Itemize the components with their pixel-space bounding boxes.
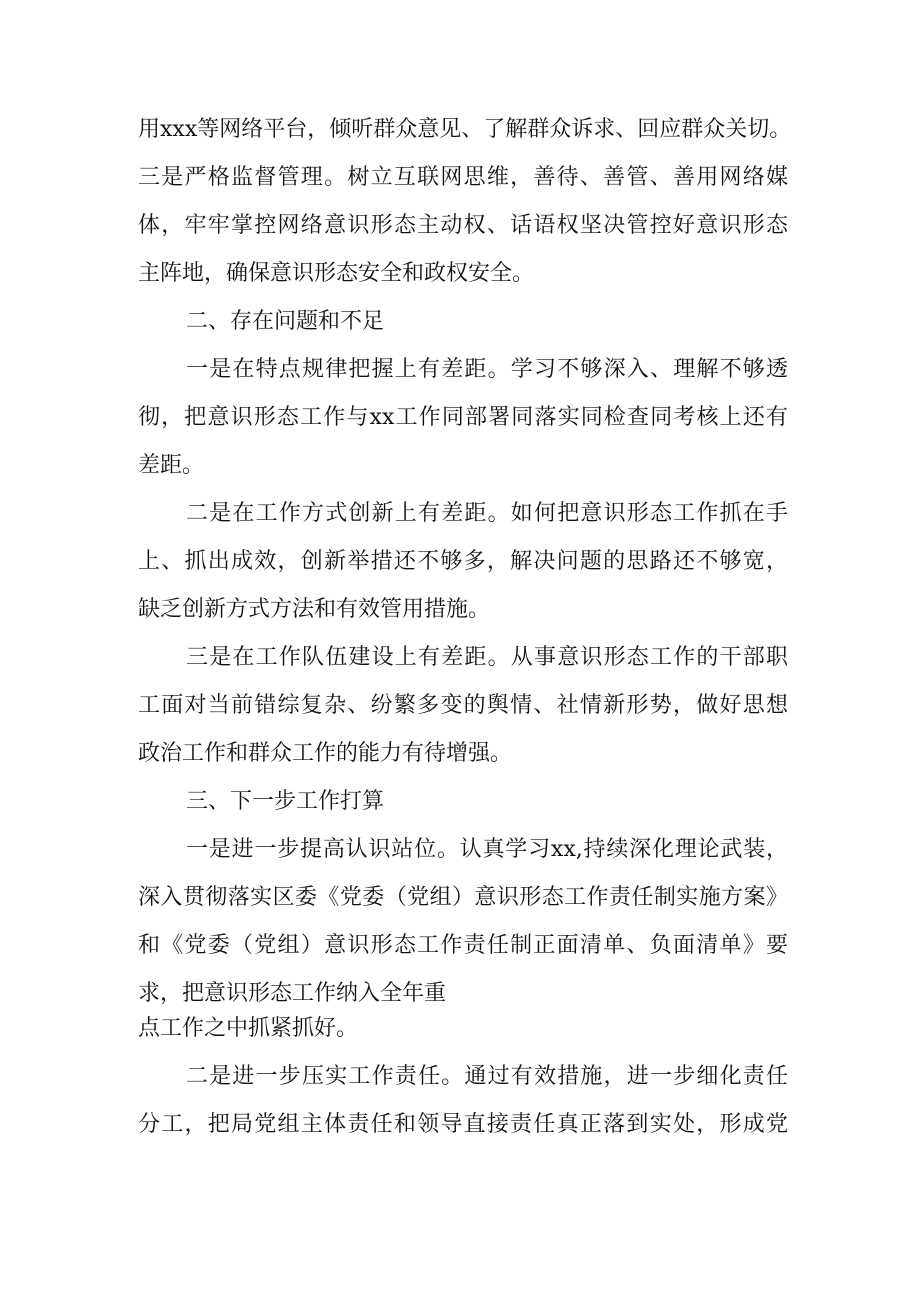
text-line: 上、抓出成效，创新举措还不够多，解决问题的思路还不够宽， [138,549,788,574]
section-heading: 二、存在问题和不足 [186,309,385,334]
text-line: 一是在特点规律把握上有差距。学习不够深入、理解不够透 [186,357,788,382]
text-line: 和《党委（党组）意识形态工作责任制正面清单、负面清单》要 [138,933,788,958]
text-line: 政治工作和群众工作的能力有待增强。 [138,741,513,766]
text-line: 三是在工作队伍建设上有差距。从事意识形态工作的干部职 [186,645,788,670]
text-line: 用xxx等网络平台，倾听群众意见、了解群众诉求、回应群众关切。 [138,117,792,142]
text-line: 体，牢牢掌控网络意识形态主动权、话语权坚决管控好意识形态 [138,213,788,238]
text-line: 主阵地，确保意识形态安全和政权安全。 [138,261,535,286]
text-line: 彻，把意识形态工作与xx工作同部署同落实同检查同考核上还有 [138,405,788,430]
text-line: 二是进一步压实工作责任。通过有效措施，进一步细化责任 [186,1064,788,1089]
text-line: 二是在工作方式创新上有差距。如何把意识形态工作抓在手 [186,501,788,526]
text-line: 分工，把局党组主体责任和领导直接责任真正落到实处，形成党 [138,1112,788,1137]
text-line: 求，把意识形态工作纳入全年重 [138,981,447,1006]
text-line: 深入贯彻落实区委《党委（党组）意识形态工作责任制实施方案》 [138,885,788,910]
text-line: 缺乏创新方式方法和有效管用措施。 [138,597,491,622]
section-heading: 三、下一步工作打算 [186,789,385,814]
text-line: 三是严格监督管理。树立互联网思维，善待、善管、善用网络媒 [138,165,788,190]
text-line: 工面对当前错综复杂、纷繁多变的舆情、社情新形势，做好思想 [138,693,788,718]
text-line: 一是进一步提高认识站位。认真学习xx,持续深化理论武装， [186,837,788,862]
text-line: 差距。 [138,453,205,478]
text-line: 点工作之中抓紧抓好。 [138,1016,359,1041]
